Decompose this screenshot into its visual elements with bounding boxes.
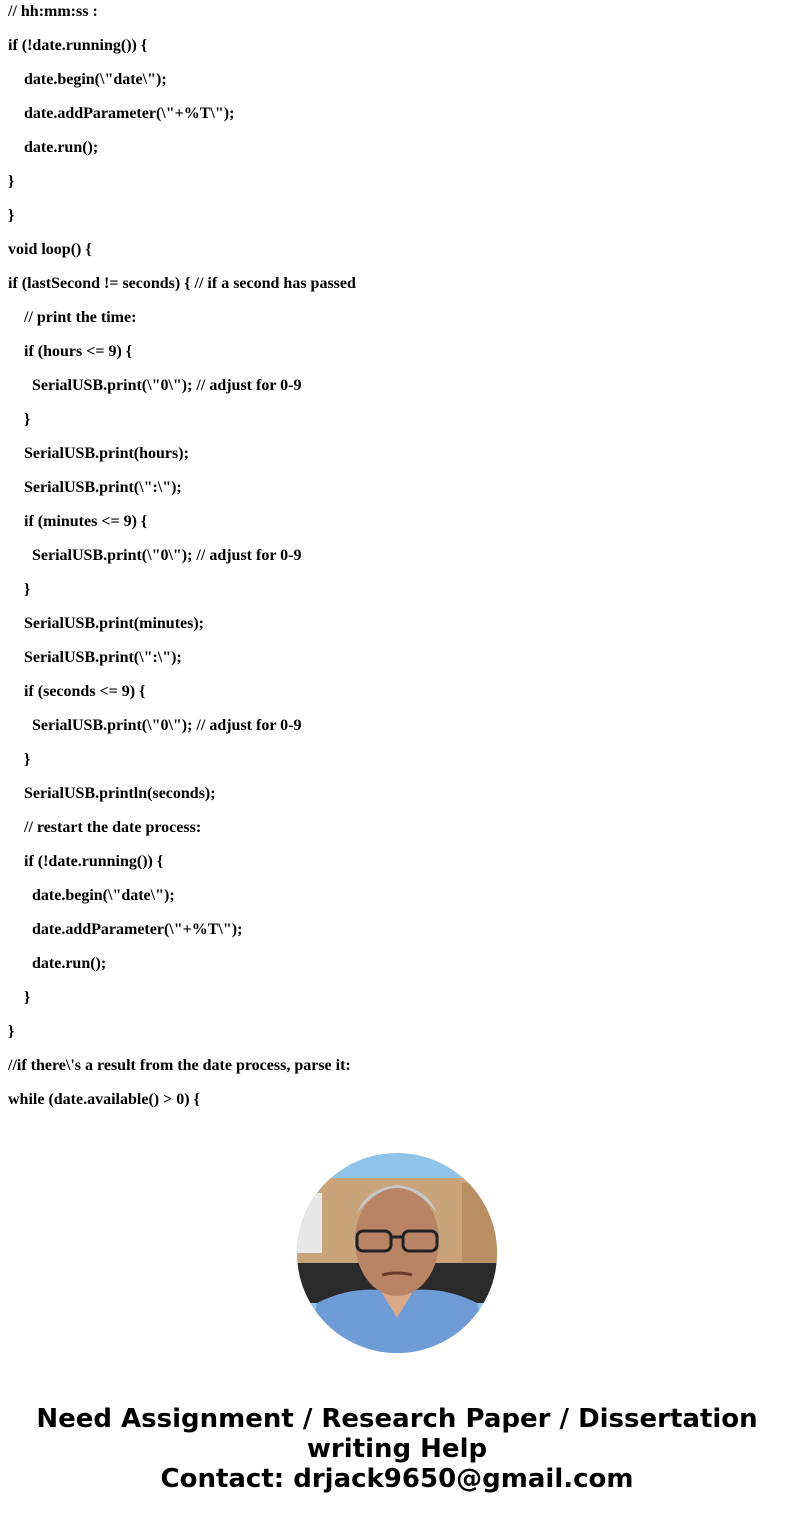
code-line: date.run();: [24, 139, 99, 156]
promo-subline: writing Help: [306, 1434, 488, 1464]
code-line: if (!date.running()) {: [24, 853, 164, 870]
code-line: date.addParameter(\"+%T\");: [24, 105, 235, 122]
code-listing: [8, 0, 356, 1117]
code-line: SerialUSB.print(hours);: [24, 445, 189, 462]
code-line: SerialUSB.print(\"0\"); // adjust for 0-9: [32, 547, 302, 564]
code-line: SerialUSB.print(\"0\"); // adjust for 0-9: [32, 717, 302, 734]
code-line: SerialUSB.print(minutes);: [24, 615, 204, 632]
promo-banner: [0, 1404, 794, 1494]
code-line: SerialUSB.println(seconds);: [24, 785, 216, 802]
code-line: }: [24, 751, 31, 768]
code-line: if (lastSecond != seconds) { // if a second has passed: [8, 275, 356, 292]
code-line: //if there\'s a result from the date process, parse it:: [8, 1057, 351, 1074]
code-line: }: [24, 411, 31, 428]
code-line: }: [8, 1023, 15, 1040]
code-line: date.begin(\"date\");: [24, 71, 167, 88]
code-line: SerialUSB.print(\":\");: [24, 649, 182, 666]
code-line: date.addParameter(\"+%T\");: [32, 921, 243, 938]
code-line: }: [24, 989, 31, 1006]
promo-contact: Contact: drjack9650@gmail.com: [160, 1464, 634, 1494]
code-line: // restart the date process:: [24, 819, 202, 836]
code-line: void loop() {: [8, 241, 92, 258]
code-line: if (hours <= 9) {: [24, 343, 133, 360]
code-line: // print the time:: [24, 309, 137, 326]
code-line: date.run();: [32, 955, 107, 972]
code-line: }: [8, 207, 15, 224]
code-line: while (date.available() > 0) {: [8, 1091, 200, 1108]
code-line: }: [24, 581, 31, 598]
code-line: if (minutes <= 9) {: [24, 513, 148, 530]
code-line: // hh:mm:ss :: [8, 3, 98, 20]
author-avatar: [297, 1153, 497, 1353]
code-line: }: [8, 173, 15, 190]
promo-headline: Need Assignment / Research Paper / Dissertation: [36, 1404, 758, 1434]
code-line: if (seconds <= 9) {: [24, 683, 146, 700]
code-line: SerialUSB.print(\"0\"); // adjust for 0-9: [32, 377, 302, 394]
code-line: SerialUSB.print(\":\");: [24, 479, 182, 496]
code-line: date.begin(\"date\");: [32, 887, 175, 904]
code-line: if (!date.running()) {: [8, 37, 148, 54]
